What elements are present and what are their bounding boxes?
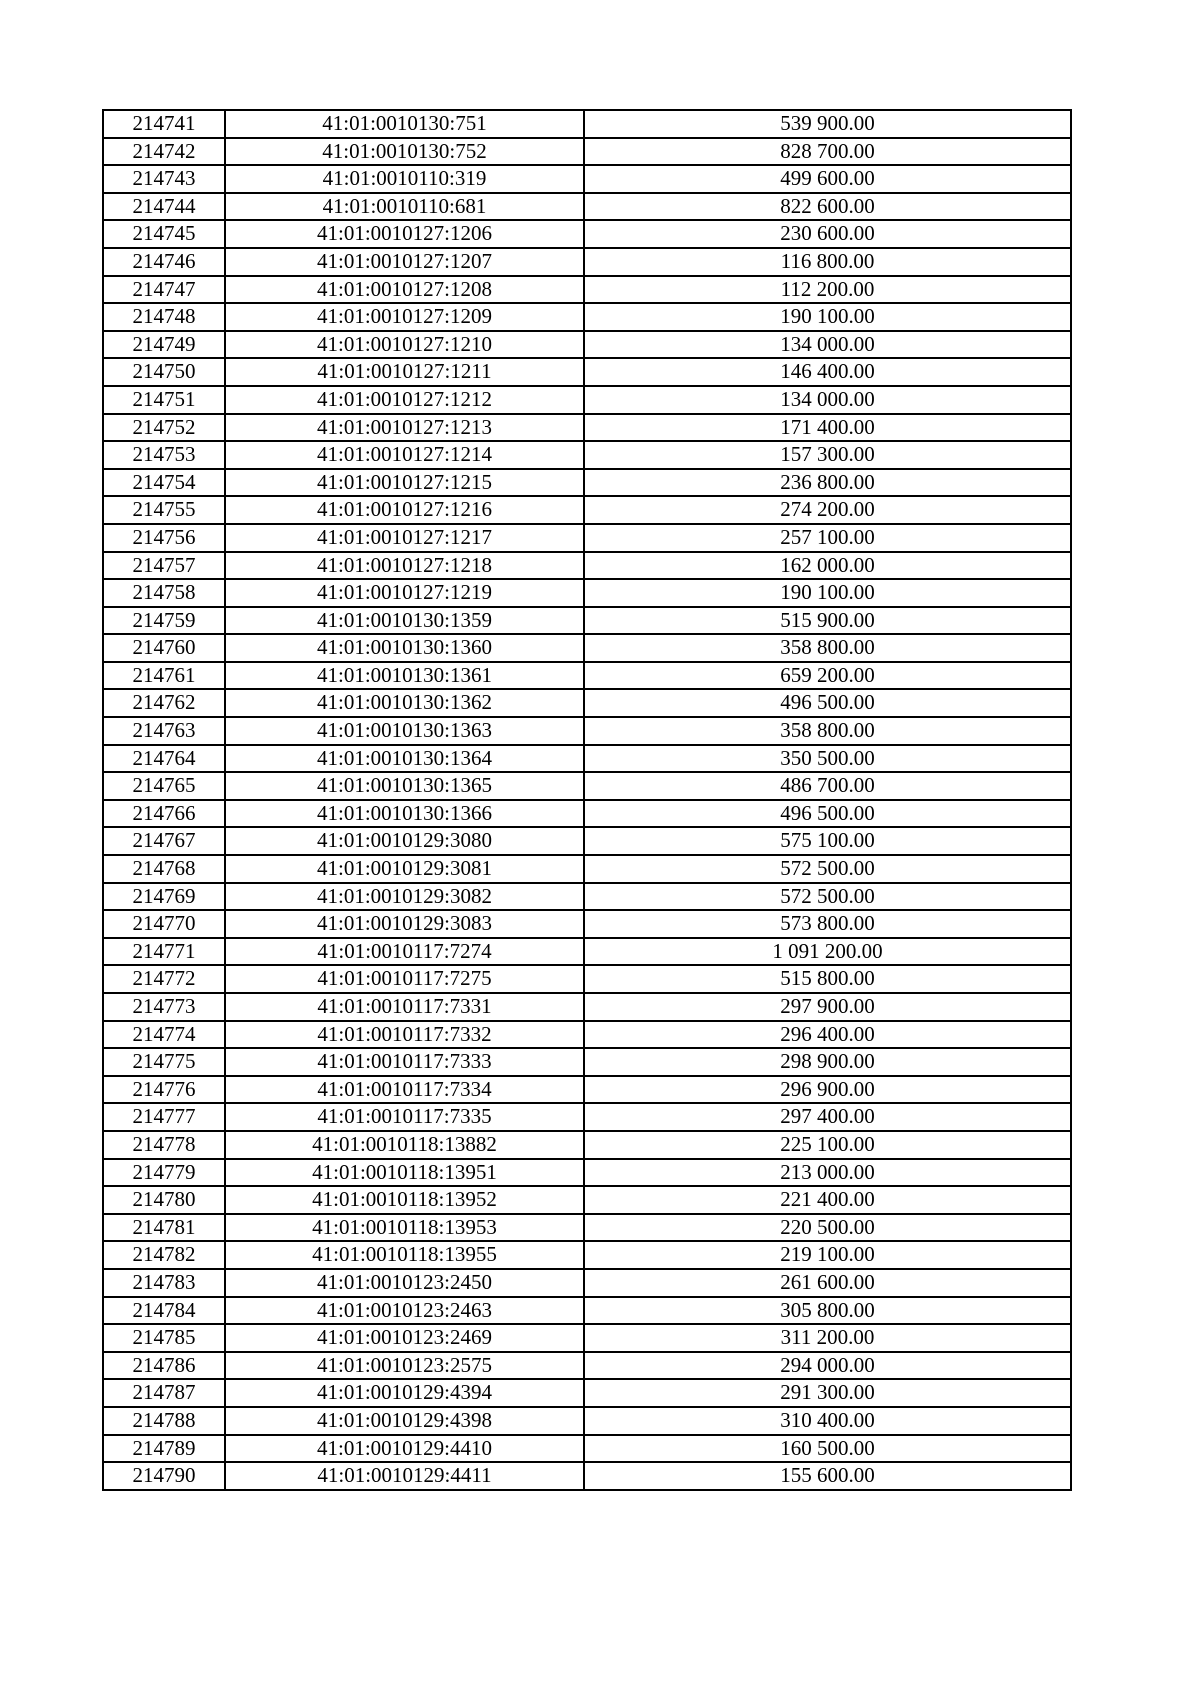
row-number-cell: 214778 <box>103 1131 225 1159</box>
table-row <box>103 1159 1071 1187</box>
value-cell: 515 900.00 <box>584 607 1071 635</box>
cadastral-number-cell: 41:01:0010118:13951 <box>225 1159 584 1187</box>
cadastral-number-cell: 41:01:0010130:1361 <box>225 662 584 690</box>
row-number-cell: 214789 <box>103 1435 225 1463</box>
table-row <box>103 524 1071 552</box>
table-row <box>103 220 1071 248</box>
row-number-cell: 214776 <box>103 1076 225 1104</box>
table-row <box>103 1269 1071 1297</box>
row-number-cell: 214756 <box>103 524 225 552</box>
cadastral-number-cell: 41:01:0010123:2575 <box>225 1352 584 1380</box>
value-cell: 190 100.00 <box>584 303 1071 331</box>
cadastral-number-cell: 41:01:0010117:7335 <box>225 1103 584 1131</box>
row-number-cell: 214765 <box>103 772 225 800</box>
row-number-cell: 214762 <box>103 689 225 717</box>
cadastral-number-cell: 41:01:0010130:752 <box>225 138 584 166</box>
row-number-cell: 214752 <box>103 414 225 442</box>
table-row <box>103 303 1071 331</box>
cadastral-number-cell: 41:01:0010127:1219 <box>225 579 584 607</box>
row-number-cell: 214746 <box>103 248 225 276</box>
row-number-cell: 214754 <box>103 469 225 497</box>
value-cell: 190 100.00 <box>584 579 1071 607</box>
table-row <box>103 717 1071 745</box>
cadastral-number-cell: 41:01:0010130:751 <box>225 110 584 138</box>
row-number-cell: 214747 <box>103 276 225 304</box>
value-cell: 358 800.00 <box>584 717 1071 745</box>
cadastral-number-cell: 41:01:0010130:1364 <box>225 745 584 773</box>
value-cell: 221 400.00 <box>584 1186 1071 1214</box>
table-row <box>103 910 1071 938</box>
cadastral-number-cell: 41:01:0010130:1366 <box>225 800 584 828</box>
table-row <box>103 1462 1071 1490</box>
value-cell: 155 600.00 <box>584 1462 1071 1490</box>
cadastral-number-cell: 41:01:0010127:1212 <box>225 386 584 414</box>
table-row <box>103 386 1071 414</box>
row-number-cell: 214744 <box>103 193 225 221</box>
table-row <box>103 110 1071 138</box>
cadastral-number-cell: 41:01:0010118:13952 <box>225 1186 584 1214</box>
cadastral-number-cell: 41:01:0010129:3083 <box>225 910 584 938</box>
table-row <box>103 1103 1071 1131</box>
table-row <box>103 662 1071 690</box>
table-row <box>103 827 1071 855</box>
value-cell: 575 100.00 <box>584 827 1071 855</box>
table-row <box>103 441 1071 469</box>
row-number-cell: 214742 <box>103 138 225 166</box>
row-number-cell: 214772 <box>103 965 225 993</box>
table-row <box>103 552 1071 580</box>
value-cell: 294 000.00 <box>584 1352 1071 1380</box>
value-cell: 146 400.00 <box>584 358 1071 386</box>
table-row <box>103 496 1071 524</box>
cadastral-number-cell: 41:01:0010130:1360 <box>225 634 584 662</box>
value-cell: 539 900.00 <box>584 110 1071 138</box>
cadastral-number-cell: 41:01:0010117:7332 <box>225 1021 584 1049</box>
value-cell: 112 200.00 <box>584 276 1071 304</box>
row-number-cell: 214751 <box>103 386 225 414</box>
value-cell: 160 500.00 <box>584 1435 1071 1463</box>
table-row <box>103 1241 1071 1269</box>
cadastral-number-cell: 41:01:0010130:1363 <box>225 717 584 745</box>
row-number-cell: 214760 <box>103 634 225 662</box>
row-number-cell: 214787 <box>103 1379 225 1407</box>
table-row <box>103 1435 1071 1463</box>
value-cell: 499 600.00 <box>584 165 1071 193</box>
row-number-cell: 214781 <box>103 1214 225 1242</box>
row-number-cell: 214758 <box>103 579 225 607</box>
table-row <box>103 1379 1071 1407</box>
cadastral-number-cell: 41:01:0010118:13882 <box>225 1131 584 1159</box>
value-cell: 236 800.00 <box>584 469 1071 497</box>
row-number-cell: 214745 <box>103 220 225 248</box>
table-row <box>103 607 1071 635</box>
cadastral-number-cell: 41:01:0010127:1217 <box>225 524 584 552</box>
table-row <box>103 414 1071 442</box>
value-cell: 134 000.00 <box>584 386 1071 414</box>
cadastral-number-cell: 41:01:0010130:1362 <box>225 689 584 717</box>
cadastral-number-cell: 41:01:0010123:2450 <box>225 1269 584 1297</box>
cadastral-number-cell: 41:01:0010129:3081 <box>225 855 584 883</box>
table-row <box>103 883 1071 911</box>
table-row <box>103 1352 1071 1380</box>
table-body <box>103 110 1071 1490</box>
cadastral-number-cell: 41:01:0010117:7334 <box>225 1076 584 1104</box>
cadastral-number-cell: 41:01:0010129:4411 <box>225 1462 584 1490</box>
row-number-cell: 214782 <box>103 1241 225 1269</box>
value-cell: 162 000.00 <box>584 552 1071 580</box>
value-cell: 157 300.00 <box>584 441 1071 469</box>
value-cell: 1 091 200.00 <box>584 938 1071 966</box>
row-number-cell: 214764 <box>103 745 225 773</box>
row-number-cell: 214755 <box>103 496 225 524</box>
value-cell: 828 700.00 <box>584 138 1071 166</box>
cadastral-number-cell: 41:01:0010129:4394 <box>225 1379 584 1407</box>
value-cell: 296 900.00 <box>584 1076 1071 1104</box>
row-number-cell: 214773 <box>103 993 225 1021</box>
table-row <box>103 689 1071 717</box>
row-number-cell: 214779 <box>103 1159 225 1187</box>
table-row <box>103 358 1071 386</box>
value-cell: 311 200.00 <box>584 1324 1071 1352</box>
cadastral-number-cell: 41:01:0010127:1208 <box>225 276 584 304</box>
row-number-cell: 214786 <box>103 1352 225 1380</box>
table-row <box>103 193 1071 221</box>
value-cell: 496 500.00 <box>584 689 1071 717</box>
value-cell: 572 500.00 <box>584 855 1071 883</box>
value-cell: 573 800.00 <box>584 910 1071 938</box>
value-cell: 296 400.00 <box>584 1021 1071 1049</box>
row-number-cell: 214783 <box>103 1269 225 1297</box>
value-cell: 274 200.00 <box>584 496 1071 524</box>
row-number-cell: 214748 <box>103 303 225 331</box>
cadastral-number-cell: 41:01:0010110:681 <box>225 193 584 221</box>
value-cell: 225 100.00 <box>584 1131 1071 1159</box>
table-row <box>103 993 1071 1021</box>
table-row <box>103 1214 1071 1242</box>
cadastral-number-cell: 41:01:0010127:1213 <box>225 414 584 442</box>
value-cell: 822 600.00 <box>584 193 1071 221</box>
row-number-cell: 214761 <box>103 662 225 690</box>
value-cell: 291 300.00 <box>584 1379 1071 1407</box>
value-cell: 310 400.00 <box>584 1407 1071 1435</box>
cadastral-number-cell: 41:01:0010110:319 <box>225 165 584 193</box>
value-cell: 358 800.00 <box>584 634 1071 662</box>
cadastral-number-cell: 41:01:0010130:1359 <box>225 607 584 635</box>
value-cell: 659 200.00 <box>584 662 1071 690</box>
table-row <box>103 579 1071 607</box>
table-row <box>103 1297 1071 1325</box>
row-number-cell: 214774 <box>103 1021 225 1049</box>
value-cell: 297 400.00 <box>584 1103 1071 1131</box>
value-cell: 116 800.00 <box>584 248 1071 276</box>
cadastral-number-cell: 41:01:0010130:1365 <box>225 772 584 800</box>
table-row <box>103 165 1071 193</box>
value-cell: 257 100.00 <box>584 524 1071 552</box>
value-cell: 219 100.00 <box>584 1241 1071 1269</box>
row-number-cell: 214788 <box>103 1407 225 1435</box>
cadastral-number-cell: 41:01:0010127:1210 <box>225 331 584 359</box>
cadastral-number-cell: 41:01:0010127:1216 <box>225 496 584 524</box>
row-number-cell: 214770 <box>103 910 225 938</box>
value-cell: 134 000.00 <box>584 331 1071 359</box>
row-number-cell: 214767 <box>103 827 225 855</box>
cadastral-number-cell: 41:01:0010117:7275 <box>225 965 584 993</box>
value-cell: 496 500.00 <box>584 800 1071 828</box>
cadastral-number-cell: 41:01:0010123:2463 <box>225 1297 584 1325</box>
table-row <box>103 1131 1071 1159</box>
data-table <box>102 109 1072 1491</box>
table-row <box>103 1186 1071 1214</box>
cadastral-number-cell: 41:01:0010129:3082 <box>225 883 584 911</box>
row-number-cell: 214777 <box>103 1103 225 1131</box>
value-cell: 213 000.00 <box>584 1159 1071 1187</box>
value-cell: 305 800.00 <box>584 1297 1071 1325</box>
cadastral-number-cell: 41:01:0010117:7331 <box>225 993 584 1021</box>
cadastral-number-cell: 41:01:0010127:1215 <box>225 469 584 497</box>
row-number-cell: 214750 <box>103 358 225 386</box>
cadastral-number-cell: 41:01:0010129:3080 <box>225 827 584 855</box>
table-row <box>103 772 1071 800</box>
table-row <box>103 634 1071 662</box>
row-number-cell: 214741 <box>103 110 225 138</box>
cadastral-number-cell: 41:01:0010127:1211 <box>225 358 584 386</box>
value-cell: 171 400.00 <box>584 414 1071 442</box>
cadastral-number-cell: 41:01:0010127:1218 <box>225 552 584 580</box>
value-cell: 486 700.00 <box>584 772 1071 800</box>
row-number-cell: 214785 <box>103 1324 225 1352</box>
value-cell: 298 900.00 <box>584 1048 1071 1076</box>
value-cell: 261 600.00 <box>584 1269 1071 1297</box>
row-number-cell: 214769 <box>103 883 225 911</box>
row-number-cell: 214766 <box>103 800 225 828</box>
table-row <box>103 745 1071 773</box>
row-number-cell: 214757 <box>103 552 225 580</box>
cadastral-number-cell: 41:01:0010127:1214 <box>225 441 584 469</box>
cadastral-number-cell: 41:01:0010117:7274 <box>225 938 584 966</box>
table-row <box>103 800 1071 828</box>
row-number-cell: 214759 <box>103 607 225 635</box>
row-number-cell: 214743 <box>103 165 225 193</box>
table-row <box>103 965 1071 993</box>
table-row <box>103 938 1071 966</box>
value-cell: 220 500.00 <box>584 1214 1071 1242</box>
row-number-cell: 214790 <box>103 1462 225 1490</box>
table-row <box>103 1324 1071 1352</box>
cadastral-number-cell: 41:01:0010127:1207 <box>225 248 584 276</box>
table-row <box>103 1021 1071 1049</box>
table-row <box>103 855 1071 883</box>
value-cell: 350 500.00 <box>584 745 1071 773</box>
table-row <box>103 138 1071 166</box>
table-row <box>103 248 1071 276</box>
row-number-cell: 214780 <box>103 1186 225 1214</box>
cadastral-number-cell: 41:01:0010123:2469 <box>225 1324 584 1352</box>
table-row <box>103 469 1071 497</box>
value-cell: 230 600.00 <box>584 220 1071 248</box>
value-cell: 297 900.00 <box>584 993 1071 1021</box>
table-row <box>103 1048 1071 1076</box>
row-number-cell: 214771 <box>103 938 225 966</box>
row-number-cell: 214775 <box>103 1048 225 1076</box>
cadastral-number-cell: 41:01:0010117:7333 <box>225 1048 584 1076</box>
cadastral-number-cell: 41:01:0010118:13953 <box>225 1214 584 1242</box>
row-number-cell: 214749 <box>103 331 225 359</box>
cadastral-number-cell: 41:01:0010127:1209 <box>225 303 584 331</box>
row-number-cell: 214763 <box>103 717 225 745</box>
table-row <box>103 1076 1071 1104</box>
cadastral-number-cell: 41:01:0010129:4398 <box>225 1407 584 1435</box>
value-cell: 515 800.00 <box>584 965 1071 993</box>
table-row <box>103 1407 1071 1435</box>
cadastral-number-cell: 41:01:0010129:4410 <box>225 1435 584 1463</box>
row-number-cell: 214784 <box>103 1297 225 1325</box>
cadastral-number-cell: 41:01:0010127:1206 <box>225 220 584 248</box>
table-row <box>103 276 1071 304</box>
cadastral-number-cell: 41:01:0010118:13955 <box>225 1241 584 1269</box>
row-number-cell: 214753 <box>103 441 225 469</box>
value-cell: 572 500.00 <box>584 883 1071 911</box>
row-number-cell: 214768 <box>103 855 225 883</box>
table-row <box>103 331 1071 359</box>
